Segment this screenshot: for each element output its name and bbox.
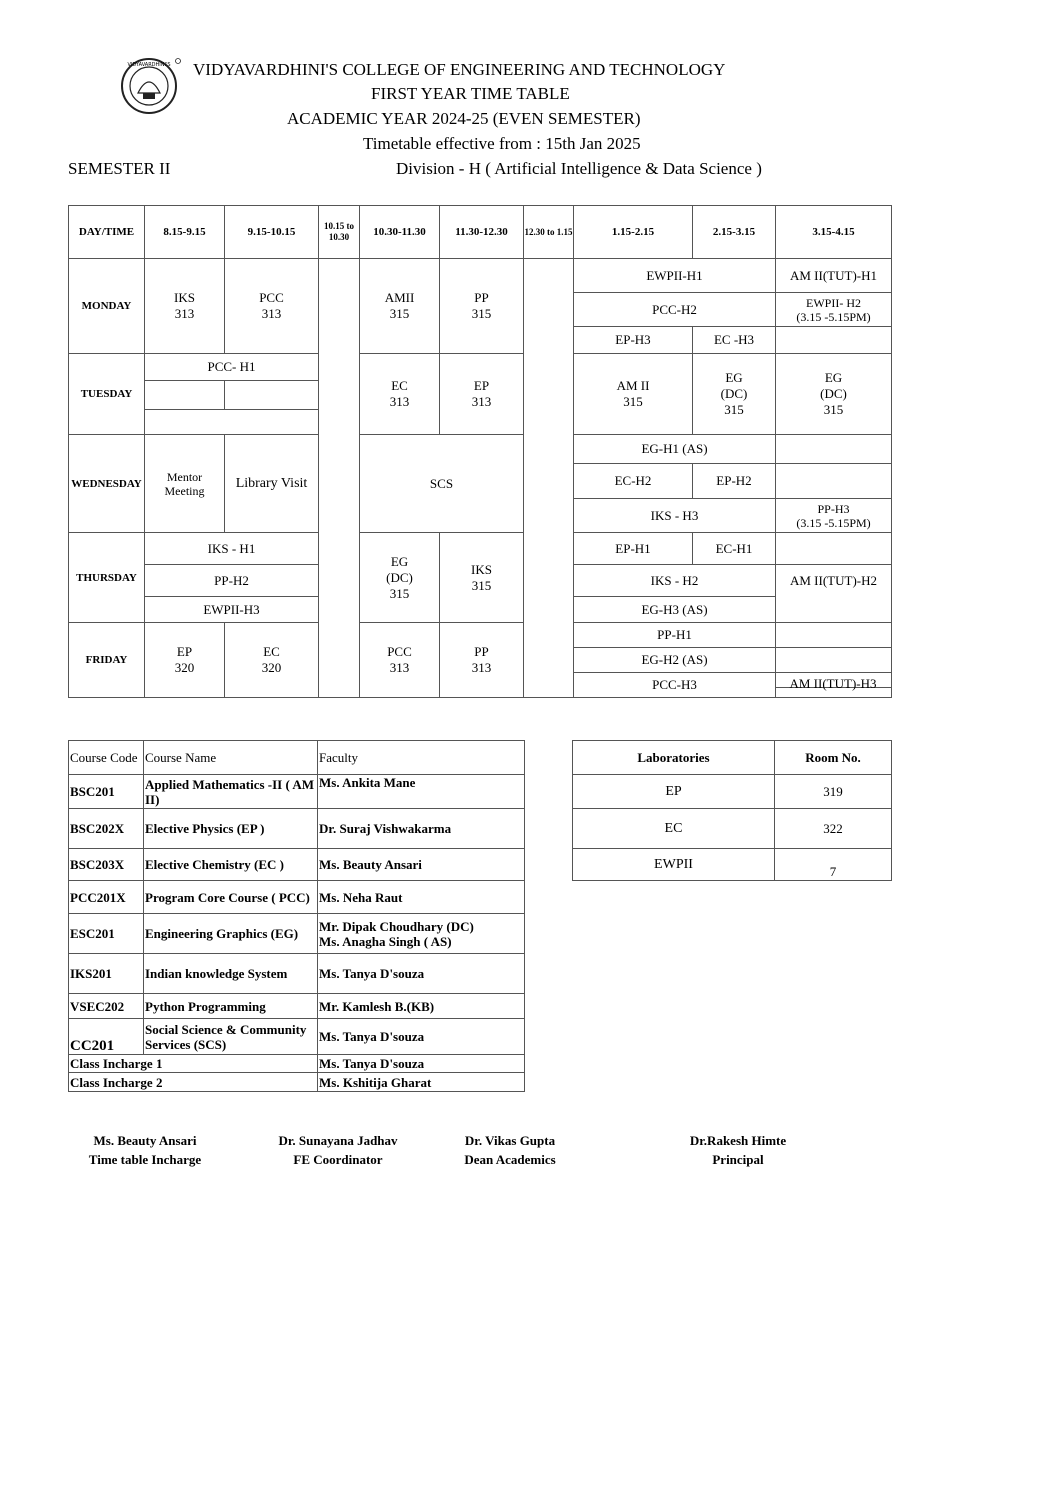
col-header-slot2: 9.15-10.15 <box>225 206 319 259</box>
friday-empty-2 <box>776 648 892 673</box>
day-friday: FRIDAY <box>69 623 145 698</box>
wednesday-library: Library Visit <box>225 435 319 533</box>
table-row <box>69 1073 525 1092</box>
friday-pcc-h3: PCC-H3 <box>574 673 776 698</box>
course-table <box>68 740 525 1092</box>
day-thursday: THURSDAY <box>69 533 145 623</box>
monday-empty <box>776 327 892 354</box>
col-header-slot4: 11.30-12.30 <box>440 206 524 259</box>
college-logo <box>116 57 182 115</box>
labs-table <box>572 740 892 881</box>
lab-name: EC <box>573 809 775 849</box>
wednesday-scs: SCS <box>360 435 524 533</box>
course-faculty: Ms. Tanya D'souza <box>318 1019 525 1055</box>
thursday-eg: EG (DC) 315 <box>360 533 440 623</box>
friday-empty-1 <box>776 623 892 648</box>
signature-name: Ms. Beauty Ansari <box>93 1133 197 1148</box>
course-name: Indian knowledge System <box>144 954 318 994</box>
lab-room: 319 <box>775 775 892 809</box>
col-header-slot3: 10.30-11.30 <box>360 206 440 259</box>
course-name: Elective Chemistry (EC ) <box>144 849 318 881</box>
course-header-row <box>69 741 525 775</box>
col-header-slot6: 2.15-3.15 <box>693 206 776 259</box>
col-header-slot5: 1.15-2.15 <box>574 206 693 259</box>
course-code: BSC202X <box>69 809 144 849</box>
monday-ewpii-h1: EWPII-H1 <box>574 259 776 293</box>
table-row <box>69 775 525 809</box>
wednesday-empty-1 <box>776 435 892 464</box>
course-header-code: Course Code <box>69 741 144 775</box>
monday-amii: AMII 315 <box>360 259 440 354</box>
wednesday-mentor: Mentor Meeting <box>145 435 225 533</box>
day-monday: MONDAY <box>69 259 145 354</box>
course-faculty: Mr. Kamlesh B.(KB) <box>318 994 525 1019</box>
course-name: Python Programming <box>144 994 318 1019</box>
table-row <box>69 881 525 914</box>
signature-role: Time table Incharge <box>88 1152 202 1167</box>
thursday-pp-h2: PP-H2 <box>145 565 319 597</box>
page-title: FIRST YEAR TIME TABLE <box>371 84 570 103</box>
col-header-break1: 10.15 to 10.30 <box>319 206 360 259</box>
signature-block <box>675 1131 801 1169</box>
wednesday-ec-h2: EC-H2 <box>574 464 693 499</box>
class-incharge-label: Class Incharge 1 <box>69 1055 318 1073</box>
class-incharge-name: Ms. Kshitija Gharat <box>318 1073 525 1092</box>
course-name: Program Core Course ( PCC) <box>144 881 318 914</box>
signature-block <box>268 1131 408 1169</box>
day-tuesday: TUESDAY <box>69 354 145 435</box>
tuesday-eg1: EG (DC) 315 <box>693 354 776 435</box>
wednesday-ep-h2: EP-H2 <box>693 464 776 499</box>
course-name: Engineering Graphics (EG) <box>144 914 318 954</box>
thursday-ec-h1: EC-H1 <box>693 533 776 565</box>
lab-room: 322 <box>775 809 892 849</box>
thursday-ep-h1: EP-H1 <box>574 533 693 565</box>
course-faculty: Ms. Ankita Mane <box>318 775 525 809</box>
course-header-faculty: Faculty <box>318 741 525 775</box>
monday-iks: IKS 313 <box>145 259 225 354</box>
course-faculty: Dr. Suraj Vishwakarma <box>318 809 525 849</box>
table-row <box>573 849 892 881</box>
col-header-break2: 12.30 to 1.15 <box>524 206 574 259</box>
table-row <box>69 1019 525 1055</box>
friday-amii-tut-h3-label: AM II(TUT)-H3 <box>789 676 877 691</box>
day-wednesday: WEDNESDAY <box>69 435 145 533</box>
labs-header-lab: Laboratories <box>573 741 775 775</box>
academic-year: ACADEMIC YEAR 2024-25 (EVEN SEMESTER) <box>287 109 641 128</box>
friday-eg-h2: EG-H2 (AS) <box>574 648 776 673</box>
division-label: Division - H ( Artificial Intelligence & Data Science ) <box>396 159 762 178</box>
course-code: CC201 <box>69 1019 144 1055</box>
tuesday-empty-2 <box>225 381 319 410</box>
svg-text:VIDYAVARDHINI'S: VIDYAVARDHINI'S <box>127 62 171 68</box>
table-row <box>573 775 892 809</box>
course-code: PCC201X <box>69 881 144 914</box>
lab-name: EP <box>573 775 775 809</box>
thursday-amii-tut-h2: AM II(TUT)-H2 <box>776 565 892 623</box>
course-name: Elective Physics (EP ) <box>144 809 318 849</box>
timetable <box>68 205 892 698</box>
friday-pcc: PCC 313 <box>360 623 440 698</box>
table-row <box>69 809 525 849</box>
signature-role: Principal <box>712 1152 764 1167</box>
col-header-day: DAY/TIME <box>69 206 145 259</box>
friday-row <box>69 623 892 648</box>
lab-name: EWPII <box>573 849 775 881</box>
signature-name: Dr. Sunayana Jadhav <box>278 1133 398 1148</box>
labs-header-room: Room No. <box>775 741 892 775</box>
course-code: BSC203X <box>69 849 144 881</box>
labs-header-row <box>573 741 892 775</box>
course-code: IKS201 <box>69 954 144 994</box>
friday-ec: EC 320 <box>225 623 319 698</box>
table-row <box>69 1055 525 1073</box>
course-code: ESC201 <box>69 914 144 954</box>
tuesday-ep: EP 313 <box>440 354 524 435</box>
monday-amii-tut-h1: AM II(TUT)-H1 <box>776 259 892 293</box>
signature-block <box>85 1131 205 1169</box>
thursday-iks: IKS 315 <box>440 533 524 623</box>
wednesday-empty-2 <box>776 464 892 499</box>
tuesday-eg2: EG (DC) 315 <box>776 354 892 435</box>
table-row <box>69 914 525 954</box>
tuesday-pcc-h1: PCC- H1 <box>145 354 319 381</box>
signature-role: FE Coordinator <box>293 1152 383 1167</box>
break-lunch <box>524 259 574 698</box>
monday-ewpii-h2: EWPII- H2 (3.15 -5.15PM) <box>776 293 892 327</box>
semester-label: SEMESTER II <box>68 159 171 178</box>
tuesday-ec: EC 313 <box>360 354 440 435</box>
monday-ec-h3: EC -H3 <box>693 327 776 354</box>
course-code: BSC201 <box>69 775 144 809</box>
table-row <box>69 994 525 1019</box>
wednesday-iks-h3: IKS - H3 <box>574 499 776 533</box>
wednesday-eg-h1: EG-H1 (AS) <box>574 435 776 464</box>
course-faculty: Ms. Tanya D'souza <box>318 954 525 994</box>
class-incharge-name: Ms. Tanya D'souza <box>318 1055 525 1073</box>
signature-name: Dr. Vikas Gupta <box>464 1133 556 1148</box>
class-incharge-label: Class Incharge 2 <box>69 1073 318 1092</box>
thursday-iks-h2: IKS - H2 <box>574 565 776 597</box>
table-row <box>69 849 525 881</box>
thursday-row <box>69 533 892 565</box>
thursday-eg-h3: EG-H3 (AS) <box>574 597 776 623</box>
course-name: Applied Mathematics -II ( AM II) <box>144 775 318 809</box>
lab-room: 7 <box>775 849 892 881</box>
tuesday-amii: AM II 315 <box>574 354 693 435</box>
signature-name: Dr.Rakesh Himte <box>689 1133 787 1148</box>
course-code: VSEC202 <box>69 994 144 1019</box>
thursday-empty <box>776 533 892 565</box>
course-faculty: Ms. Neha Raut <box>318 881 525 914</box>
course-faculty: Mr. Dipak Choudhary (DC) Ms. Anagha Singh ( AS) <box>318 914 525 954</box>
monday-pcc: PCC 313 <box>225 259 319 354</box>
timetable-header-row <box>69 206 892 259</box>
course-name: Social Science & Community Services (SCS) <box>144 1019 318 1055</box>
monday-pcc-h2: PCC-H2 <box>574 293 776 327</box>
friday-pp: PP 313 <box>440 623 524 698</box>
friday-ep: EP 320 <box>145 623 225 698</box>
tuesday-empty-1 <box>145 381 225 410</box>
effective-date: Timetable effective from : 15th Jan 2025 <box>363 134 641 153</box>
thursday-ewpii-h3: EWPII-H3 <box>145 597 319 623</box>
monday-row <box>69 259 892 293</box>
monday-pp: PP 315 <box>440 259 524 354</box>
table-row <box>573 809 892 849</box>
thursday-iks-h1: IKS - H1 <box>145 533 319 565</box>
tuesday-empty-3 <box>145 410 319 435</box>
signature-block <box>452 1131 568 1169</box>
signature-role: Dean Academics <box>464 1152 556 1167</box>
break-short <box>319 259 360 698</box>
college-name: VIDYAVARDHINI'S COLLEGE OF ENGINEERING AND TECHNOLOGY <box>193 60 726 79</box>
col-header-slot7: 3.15-4.15 <box>776 206 892 259</box>
tuesday-row <box>69 354 892 381</box>
col-header-slot1: 8.15-9.15 <box>145 206 225 259</box>
course-header-name: Course Name <box>144 741 318 775</box>
monday-ep-h3: EP-H3 <box>574 327 693 354</box>
table-row <box>69 954 525 994</box>
course-faculty: Ms. Beauty Ansari <box>318 849 525 881</box>
wednesday-row <box>69 435 892 464</box>
wednesday-pp-h3: PP-H3 (3.15 -5.15PM) <box>776 499 892 533</box>
friday-pp-h1: PP-H1 <box>574 623 776 648</box>
